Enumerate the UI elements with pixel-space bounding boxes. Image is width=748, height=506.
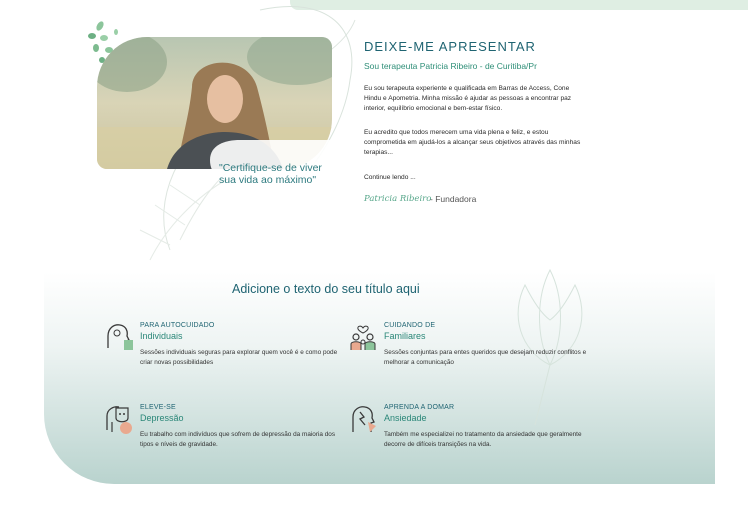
service-name: Ansiedade <box>384 413 427 423</box>
service-description: Também me especializei no tratamento da ansiedade que geralmente decorre de difíceis transições na vida. <box>384 431 582 448</box>
quote-text: "Certifique-se de viver sua vida ao máximo" <box>219 162 322 186</box>
founder-label: - Fundadora <box>430 194 477 204</box>
head-plant-icon <box>104 322 134 352</box>
mind-mask-icon <box>104 404 134 434</box>
intro-title: DEIXE-ME APRESENTAR <box>364 39 536 54</box>
service-kicker: ELEVE-SE <box>140 404 176 411</box>
continue-reading-link[interactable]: Continue lendo ... <box>364 174 416 181</box>
intro-subtitle: Sou terapeuta Patricia Ribeiro - de Curitiba/Pr <box>364 61 537 71</box>
family-heart-icon <box>348 322 378 352</box>
service-name: Depressão <box>140 413 184 423</box>
lotus-outline-decoration <box>495 255 605 425</box>
service-description: Eu trabalho com indivíduos que sofrem de depressão da maioria dos tipos e níveis de gravidade. <box>140 431 336 448</box>
intro-paragraph-2: Eu acredito que todos merecem uma vida plena e feliz, e estou comprometida em ajudá-los a alcançar seus objetivos através das minhas terapias... <box>364 129 581 156</box>
intro-paragraph-1: Eu sou terapeuta experiente e qualificada em Barras de Access, Cone Hindu e Apometria. Minha missão é ajudar as pessoas a encontrar paz interior, equilíbrio emocional e bem-estar físico. <box>364 85 572 112</box>
services-panel <box>44 272 715 484</box>
signature: Patricia Ribeiro <box>364 194 432 204</box>
service-kicker: PARA AUTOCUIDADO <box>140 322 215 329</box>
service-name: Individuais <box>140 331 183 341</box>
service-kicker: CUIDANDO DE <box>384 322 436 329</box>
service-description: Sessões conjuntas para entes queridos que desejam reduzir conflitos e melhorar a comunicação <box>384 349 587 366</box>
service-kicker: APRENDA A DOMAR <box>384 404 455 411</box>
service-name: Familiares <box>384 331 426 341</box>
section-title: Adicione o texto do seu título aqui <box>232 282 420 296</box>
service-description: Sessões individuais seguras para explorar quem você é e como pode criar novas possibilidades <box>140 349 338 366</box>
anxiety-head-icon <box>348 404 378 434</box>
